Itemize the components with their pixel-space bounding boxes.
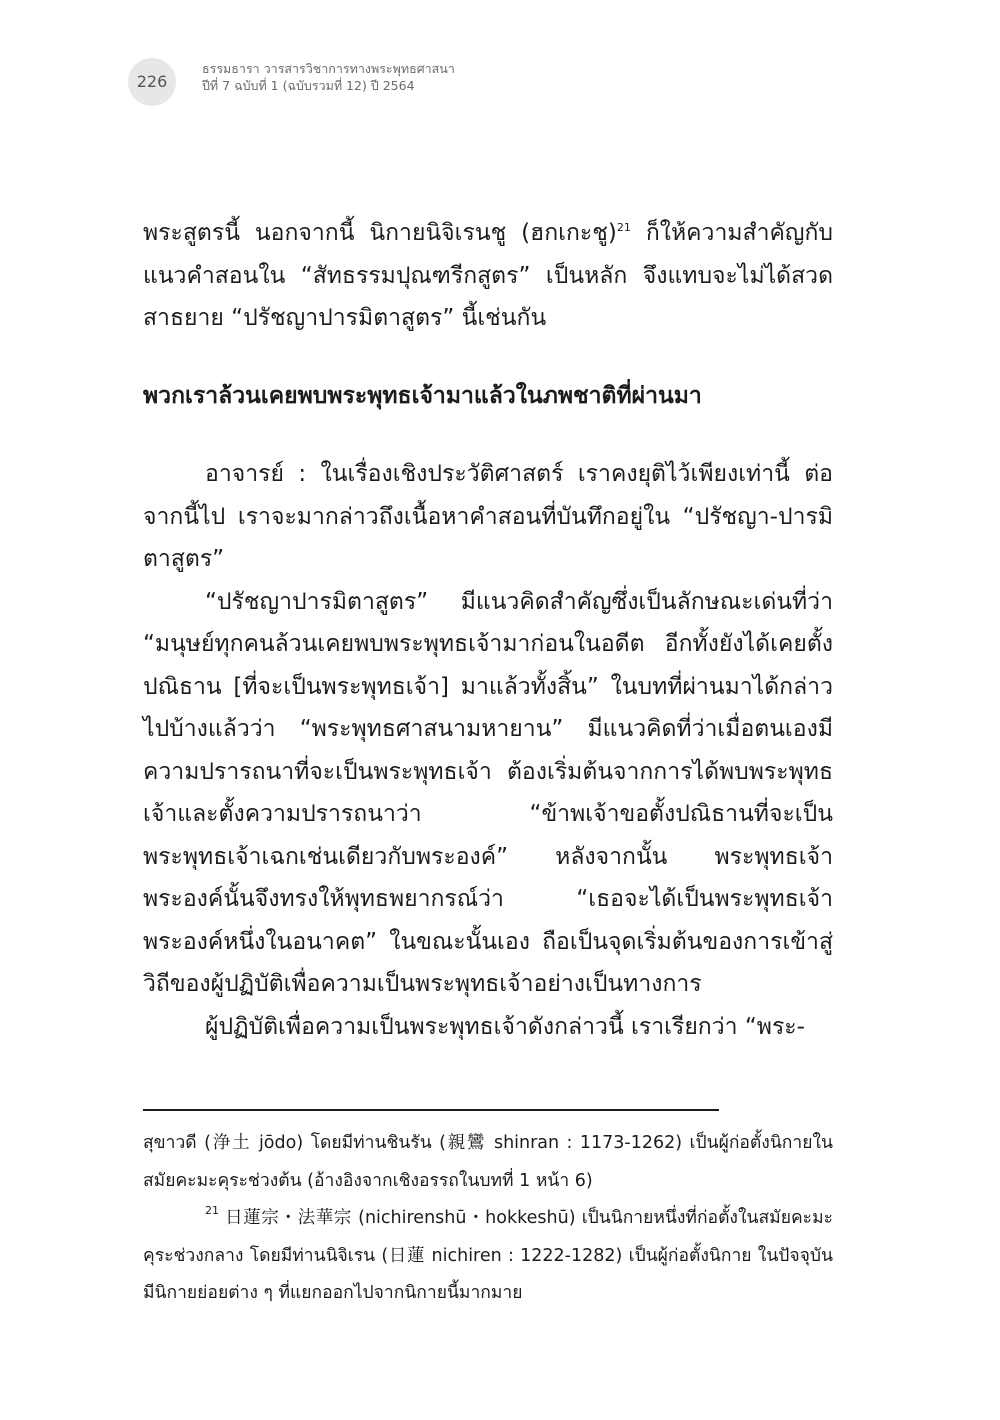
issue-info: ปีที่ 7 ฉบับที่ 1 (ฉบับรวมที่ 12) ปี 2564 <box>202 78 415 93</box>
page-number-badge: 226 <box>128 58 176 106</box>
paragraph-1 <box>143 212 833 340</box>
running-header <box>202 60 455 94</box>
main-text <box>143 212 833 1048</box>
footnote-divider <box>143 1109 719 1111</box>
journal-title: ธรรมธารา วารสารวิชาการทางพระพุทธศาสนา <box>202 61 455 76</box>
paragraph-2: อาจารย์ : ในเรื่องเชิงประวัติศาสตร์ เราคงยุติไว้เพียงเท่านี้ ต่อจากนี้ไป เราจะมากล่าวถึงเนื้อหาคำสอนที่บันทึกอยู่ใน “ปรัชญา-ปารมิตาสูตร” <box>143 461 833 572</box>
paragraph-4: ผู้ปฏิบัติเพื่อความเป็นพระพุทธเจ้าดังกล่าวนี้ เราเรียกว่า “พระ- <box>205 1013 805 1040</box>
footnote-continued: สุขาวดี (浄土 jōdo) โดยมีท่านชินรัน (親鸞 shinran : 1173-1262) เป็นผู้ก่อตั้งนิกายในสมัยคะมะคุระช่วงต้น (อ้างอิงจากเชิงอรรถในบทที่ 1 หน้า 6) <box>143 1133 833 1191</box>
paragraph-1-end: ก็ให้ความสำคัญกับแนวคำสอนใน “สัทธรรมปุณฑรีกสูตร” เป็นหลัก จึงแทบจะไม่ได้สวดสาธยาย “ปรัชญาปารมิตาสูตร” นี้เช่นกัน <box>143 220 833 331</box>
section-heading: พวกเราล้วนเคยพบพระพุทธเจ้ามาแล้วในภพชาติที่ผ่านมา <box>143 382 702 409</box>
paragraph-1-start: พระสูตรนี้ นอกจากนี้ นิกายนิจิเรนชู (ฮกเกะชู) <box>143 220 617 246</box>
footnotes <box>143 1125 833 1313</box>
footnote-21 <box>143 1200 833 1313</box>
paragraph-3: “ปรัชญาปารมิตาสูตร” มีแนวคิดสำคัญซึ่งเป็นลักษณะเด่นที่ว่า “มนุษย์ทุกคนล้วนเคยพบพระพุทธเจ้ามาก่อนในอดีต อีกทั้งยังได้เคยตั้งปณิธาน [ที่จะเป็นพระพุทธเจ้า] มาแล้วทั้งสิ้น” ในบทที่ผ่านมาได้กล่าวไปบ้างแล้วว่า “พระพุทธศาสนามหายาน” มีแนวคิดที่ว่าเมื่อตนเองมีความปรารถนาที่จะเป็นพระพุทธเจ้า ต้องเริ่มต้นจากการได้พบพระพุทธเจ้าและตั้งความปรารถนาว่า “ข้าพเจ้าขอตั้งปณิธานที่จะเป็นพระพุทธเจ้าเฉกเช่นเดียวกับพระองค์” หลังจากนั้น พระพุทธเจ้าพระองค์นั้นจึงทรงให้พุทธพยากรณ์ว่า “เธอจะได้เป็นพระพุทธเจ้าพระองค์หนึ่งในอนาคต” ในขณะนั้นเอง ถือเป็นจุดเริ่มต้นของการเข้าสู่วิถีของผู้ปฏิบัติเพื่อความเป็นพระพุทธเจ้าอย่างเป็นทางการ <box>143 588 833 997</box>
footnote-ref-21: 21 <box>616 221 631 234</box>
footnote-21-text: 日蓮宗・法華宗 (nichirenshū・hokkeshū) เป็นนิกายหนึ่งที่ก่อตั้งในสมัยคะมะคุระช่วงกลาง โดยมีท่านนิจิเรน (日蓮 nichiren : 1222-1282) เป็นผู้ก่อตั้งนิกาย ในปัจจุบันมีนิกายย่อยต่าง ๆ ที่แยกออกไปจากนิกายนี้มากมาย <box>143 1208 833 1303</box>
footnote-21-number: 21 <box>205 1204 219 1217</box>
